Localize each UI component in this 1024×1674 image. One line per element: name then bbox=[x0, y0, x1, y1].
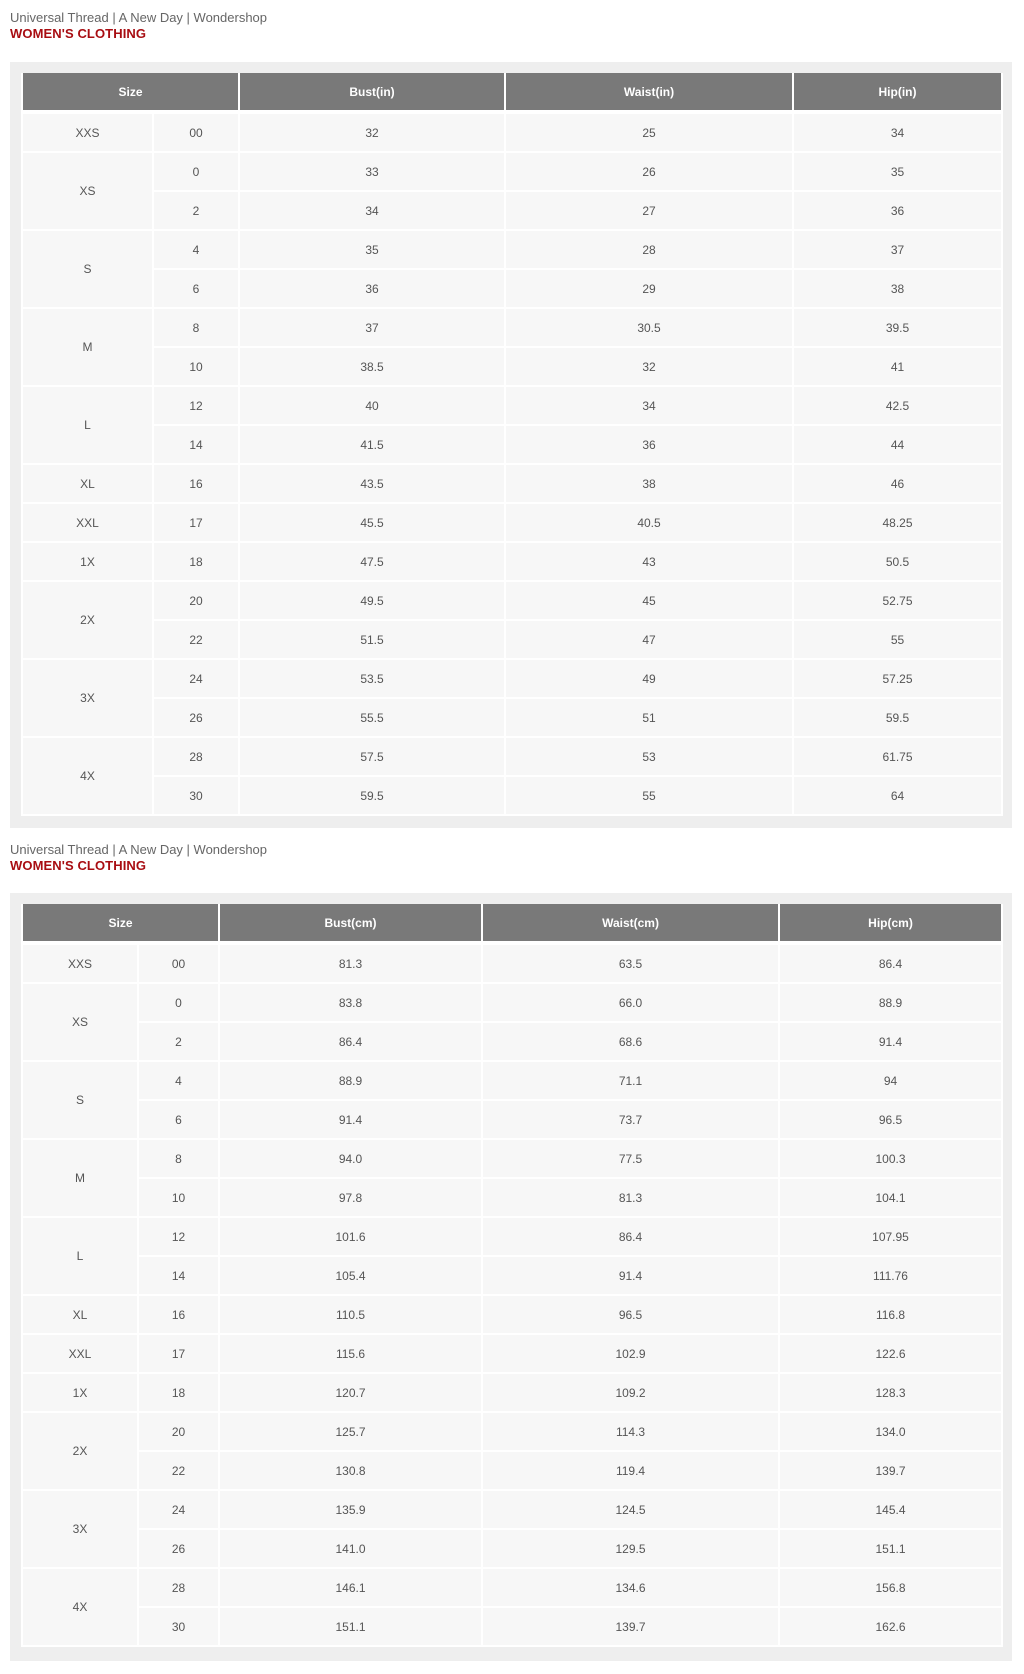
hip-cell: 36 bbox=[793, 191, 1002, 230]
waist-cell: 30.5 bbox=[505, 308, 793, 347]
hip-cell: 37 bbox=[793, 230, 1002, 269]
bust-cell: 105.4 bbox=[219, 1256, 482, 1295]
size-number-cell: 26 bbox=[138, 1529, 219, 1568]
waist-cell: 119.4 bbox=[482, 1451, 779, 1490]
size-number-cell: 2 bbox=[138, 1022, 219, 1061]
size-label-cell: L bbox=[22, 1217, 138, 1295]
bust-cell: 130.8 bbox=[219, 1451, 482, 1490]
size-number-cell: 14 bbox=[138, 1256, 219, 1295]
waist-cell: 43 bbox=[505, 542, 793, 581]
hip-cell: 38 bbox=[793, 269, 1002, 308]
table-row bbox=[22, 1373, 1002, 1412]
bust-cell: 38.5 bbox=[239, 347, 505, 386]
table-row bbox=[22, 1295, 1002, 1334]
column-header-size: Size bbox=[22, 904, 219, 943]
size-number-cell: 12 bbox=[153, 386, 239, 425]
size-number-cell: 24 bbox=[153, 659, 239, 698]
waist-cell: 139.7 bbox=[482, 1607, 779, 1646]
table-row bbox=[22, 1178, 1002, 1217]
hip-cell: 41 bbox=[793, 347, 1002, 386]
table-row bbox=[22, 620, 1002, 659]
size-number-cell: 0 bbox=[138, 983, 219, 1022]
waist-cell: 53 bbox=[505, 737, 793, 776]
hip-cell: 139.7 bbox=[779, 1451, 1002, 1490]
table-row bbox=[22, 425, 1002, 464]
table-row bbox=[22, 698, 1002, 737]
bust-cell: 81.3 bbox=[219, 943, 482, 983]
size-number-cell: 20 bbox=[138, 1412, 219, 1451]
bust-cell: 45.5 bbox=[239, 503, 505, 542]
table-row bbox=[22, 1100, 1002, 1139]
size-label-cell: XXS bbox=[22, 112, 153, 152]
table-body bbox=[22, 112, 1002, 815]
table-row bbox=[22, 1217, 1002, 1256]
size-chart-panel bbox=[10, 893, 1012, 1661]
bust-cell: 83.8 bbox=[219, 983, 482, 1022]
hip-cell: 64 bbox=[793, 776, 1002, 815]
size-label-cell: 3X bbox=[22, 1490, 138, 1568]
table-row bbox=[22, 1139, 1002, 1178]
waist-cell: 47 bbox=[505, 620, 793, 659]
hip-cell: 91.4 bbox=[779, 1022, 1002, 1061]
table-row bbox=[22, 1568, 1002, 1607]
table-row bbox=[22, 308, 1002, 347]
waist-cell: 71.1 bbox=[482, 1061, 779, 1100]
hip-cell: 151.1 bbox=[779, 1529, 1002, 1568]
size-label-cell: XXL bbox=[22, 1334, 138, 1373]
size-number-cell: 30 bbox=[138, 1607, 219, 1646]
hip-cell: 55 bbox=[793, 620, 1002, 659]
size-label-cell: S bbox=[22, 1061, 138, 1139]
hip-cell: 100.3 bbox=[779, 1139, 1002, 1178]
table-row bbox=[22, 347, 1002, 386]
bust-cell: 51.5 bbox=[239, 620, 505, 659]
size-label-cell: XL bbox=[22, 1295, 138, 1334]
size-label-cell: 1X bbox=[22, 542, 153, 581]
size-number-cell: 17 bbox=[153, 503, 239, 542]
hip-cell: 34 bbox=[793, 112, 1002, 152]
bust-cell: 32 bbox=[239, 112, 505, 152]
hip-cell: 128.3 bbox=[779, 1373, 1002, 1412]
waist-cell: 55 bbox=[505, 776, 793, 815]
bust-cell: 120.7 bbox=[219, 1373, 482, 1412]
table-row bbox=[22, 983, 1002, 1022]
size-number-cell: 14 bbox=[153, 425, 239, 464]
size-number-cell: 8 bbox=[153, 308, 239, 347]
bust-cell: 141.0 bbox=[219, 1529, 482, 1568]
waist-cell: 114.3 bbox=[482, 1412, 779, 1451]
size-number-cell: 8 bbox=[138, 1139, 219, 1178]
bust-cell: 91.4 bbox=[219, 1100, 482, 1139]
size-number-cell: 22 bbox=[153, 620, 239, 659]
hip-cell: 107.95 bbox=[779, 1217, 1002, 1256]
column-header-bust: Bust(in) bbox=[239, 73, 505, 112]
size-number-cell: 00 bbox=[138, 943, 219, 983]
waist-cell: 45 bbox=[505, 581, 793, 620]
waist-cell: 129.5 bbox=[482, 1529, 779, 1568]
hip-cell: 52.75 bbox=[793, 581, 1002, 620]
size-number-cell: 22 bbox=[138, 1451, 219, 1490]
size-table-inches bbox=[21, 73, 1003, 816]
waist-cell: 63.5 bbox=[482, 943, 779, 983]
bust-cell: 135.9 bbox=[219, 1490, 482, 1529]
waist-cell: 96.5 bbox=[482, 1295, 779, 1334]
size-table-cm bbox=[21, 904, 1003, 1647]
hip-cell: 57.25 bbox=[793, 659, 1002, 698]
size-number-cell: 30 bbox=[153, 776, 239, 815]
bust-cell: 47.5 bbox=[239, 542, 505, 581]
bust-cell: 53.5 bbox=[239, 659, 505, 698]
waist-cell: 49 bbox=[505, 659, 793, 698]
waist-cell: 124.5 bbox=[482, 1490, 779, 1529]
bust-cell: 34 bbox=[239, 191, 505, 230]
waist-cell: 29 bbox=[505, 269, 793, 308]
hip-cell: 61.75 bbox=[793, 737, 1002, 776]
waist-cell: 86.4 bbox=[482, 1217, 779, 1256]
hip-cell: 122.6 bbox=[779, 1334, 1002, 1373]
bust-cell: 59.5 bbox=[239, 776, 505, 815]
table-header-row bbox=[22, 73, 1002, 112]
size-number-cell: 10 bbox=[153, 347, 239, 386]
hip-cell: 59.5 bbox=[793, 698, 1002, 737]
bust-cell: 94.0 bbox=[219, 1139, 482, 1178]
size-number-cell: 18 bbox=[153, 542, 239, 581]
size-number-cell: 18 bbox=[138, 1373, 219, 1412]
table-row bbox=[22, 659, 1002, 698]
table-row bbox=[22, 542, 1002, 581]
waist-cell: 32 bbox=[505, 347, 793, 386]
waist-cell: 38 bbox=[505, 464, 793, 503]
waist-cell: 26 bbox=[505, 152, 793, 191]
hip-cell: 48.25 bbox=[793, 503, 1002, 542]
bust-cell: 35 bbox=[239, 230, 505, 269]
size-number-cell: 4 bbox=[153, 230, 239, 269]
column-header-hip: Hip(in) bbox=[793, 73, 1002, 112]
size-label-cell: XS bbox=[22, 983, 138, 1061]
hip-cell: 134.0 bbox=[779, 1412, 1002, 1451]
bust-cell: 37 bbox=[239, 308, 505, 347]
size-chart-panel bbox=[10, 62, 1012, 828]
hip-cell: 39.5 bbox=[793, 308, 1002, 347]
table-row bbox=[22, 1451, 1002, 1490]
table-row bbox=[22, 1022, 1002, 1061]
size-label-cell: 4X bbox=[22, 737, 153, 815]
bust-cell: 146.1 bbox=[219, 1568, 482, 1607]
table-row bbox=[22, 230, 1002, 269]
waist-cell: 27 bbox=[505, 191, 793, 230]
table-row bbox=[22, 1061, 1002, 1100]
column-header-hip: Hip(cm) bbox=[779, 904, 1002, 943]
section-heading: WOMEN'S CLOTHING bbox=[10, 858, 147, 873]
bust-cell: 49.5 bbox=[239, 581, 505, 620]
table-row bbox=[22, 191, 1002, 230]
size-number-cell: 16 bbox=[153, 464, 239, 503]
column-header-bust: Bust(cm) bbox=[219, 904, 482, 943]
brand-line: Universal Thread | A New Day | Wondershop bbox=[10, 10, 268, 25]
size-number-cell: 10 bbox=[138, 1178, 219, 1217]
table-row bbox=[22, 1256, 1002, 1295]
size-label-cell: L bbox=[22, 386, 153, 464]
table-row bbox=[22, 269, 1002, 308]
waist-cell: 51 bbox=[505, 698, 793, 737]
bust-cell: 110.5 bbox=[219, 1295, 482, 1334]
bust-cell: 41.5 bbox=[239, 425, 505, 464]
bust-cell: 43.5 bbox=[239, 464, 505, 503]
table-row bbox=[22, 1490, 1002, 1529]
hip-cell: 111.76 bbox=[779, 1256, 1002, 1295]
bust-cell: 86.4 bbox=[219, 1022, 482, 1061]
bust-cell: 57.5 bbox=[239, 737, 505, 776]
waist-cell: 134.6 bbox=[482, 1568, 779, 1607]
waist-cell: 34 bbox=[505, 386, 793, 425]
size-label-cell: 4X bbox=[22, 1568, 138, 1646]
table-row bbox=[22, 386, 1002, 425]
size-number-cell: 24 bbox=[138, 1490, 219, 1529]
table-row bbox=[22, 737, 1002, 776]
bust-cell: 101.6 bbox=[219, 1217, 482, 1256]
column-header-waist: Waist(in) bbox=[505, 73, 793, 112]
size-label-cell: 2X bbox=[22, 581, 153, 659]
bust-cell: 40 bbox=[239, 386, 505, 425]
waist-cell: 68.6 bbox=[482, 1022, 779, 1061]
size-chart-cm-section bbox=[0, 830, 1024, 1674]
column-header-size: Size bbox=[22, 73, 239, 112]
waist-cell: 25 bbox=[505, 112, 793, 152]
waist-cell: 28 bbox=[505, 230, 793, 269]
size-label-cell: M bbox=[22, 308, 153, 386]
size-number-cell: 12 bbox=[138, 1217, 219, 1256]
size-label-cell: XL bbox=[22, 464, 153, 503]
waist-cell: 91.4 bbox=[482, 1256, 779, 1295]
size-chart-inches-section bbox=[0, 0, 1024, 830]
hip-cell: 42.5 bbox=[793, 386, 1002, 425]
table-row bbox=[22, 152, 1002, 191]
size-number-cell: 4 bbox=[138, 1061, 219, 1100]
table-body bbox=[22, 943, 1002, 1646]
bust-cell: 55.5 bbox=[239, 698, 505, 737]
hip-cell: 46 bbox=[793, 464, 1002, 503]
table-row bbox=[22, 1529, 1002, 1568]
size-number-cell: 6 bbox=[153, 269, 239, 308]
waist-cell: 66.0 bbox=[482, 983, 779, 1022]
hip-cell: 35 bbox=[793, 152, 1002, 191]
table-row bbox=[22, 1607, 1002, 1646]
size-label-cell: 3X bbox=[22, 659, 153, 737]
bust-cell: 36 bbox=[239, 269, 505, 308]
hip-cell: 104.1 bbox=[779, 1178, 1002, 1217]
size-number-cell: 0 bbox=[153, 152, 239, 191]
size-label-cell: 2X bbox=[22, 1412, 138, 1490]
table-row bbox=[22, 1334, 1002, 1373]
bust-cell: 151.1 bbox=[219, 1607, 482, 1646]
table-row bbox=[22, 112, 1002, 152]
size-number-cell: 2 bbox=[153, 191, 239, 230]
table-header-row bbox=[22, 904, 1002, 943]
bust-cell: 125.7 bbox=[219, 1412, 482, 1451]
size-label-cell: 1X bbox=[22, 1373, 138, 1412]
table-row bbox=[22, 503, 1002, 542]
size-number-cell: 28 bbox=[138, 1568, 219, 1607]
hip-cell: 88.9 bbox=[779, 983, 1002, 1022]
table-row bbox=[22, 1412, 1002, 1451]
brand-line: Universal Thread | A New Day | Wondershop bbox=[10, 842, 268, 857]
size-label-cell: S bbox=[22, 230, 153, 308]
table-row bbox=[22, 464, 1002, 503]
bust-cell: 88.9 bbox=[219, 1061, 482, 1100]
waist-cell: 77.5 bbox=[482, 1139, 779, 1178]
bust-cell: 33 bbox=[239, 152, 505, 191]
table-row bbox=[22, 943, 1002, 983]
hip-cell: 156.8 bbox=[779, 1568, 1002, 1607]
size-number-cell: 16 bbox=[138, 1295, 219, 1334]
waist-cell: 40.5 bbox=[505, 503, 793, 542]
table-row bbox=[22, 776, 1002, 815]
bust-cell: 97.8 bbox=[219, 1178, 482, 1217]
hip-cell: 116.8 bbox=[779, 1295, 1002, 1334]
hip-cell: 145.4 bbox=[779, 1490, 1002, 1529]
hip-cell: 50.5 bbox=[793, 542, 1002, 581]
size-label-cell: XXS bbox=[22, 943, 138, 983]
hip-cell: 162.6 bbox=[779, 1607, 1002, 1646]
waist-cell: 73.7 bbox=[482, 1100, 779, 1139]
size-label-cell: XS bbox=[22, 152, 153, 230]
size-number-cell: 26 bbox=[153, 698, 239, 737]
table-row bbox=[22, 581, 1002, 620]
hip-cell: 94 bbox=[779, 1061, 1002, 1100]
waist-cell: 102.9 bbox=[482, 1334, 779, 1373]
size-number-cell: 17 bbox=[138, 1334, 219, 1373]
size-number-cell: 6 bbox=[138, 1100, 219, 1139]
hip-cell: 96.5 bbox=[779, 1100, 1002, 1139]
column-header-waist: Waist(cm) bbox=[482, 904, 779, 943]
section-heading: WOMEN'S CLOTHING bbox=[10, 26, 147, 41]
bust-cell: 115.6 bbox=[219, 1334, 482, 1373]
waist-cell: 36 bbox=[505, 425, 793, 464]
waist-cell: 81.3 bbox=[482, 1178, 779, 1217]
size-number-cell: 00 bbox=[153, 112, 239, 152]
hip-cell: 86.4 bbox=[779, 943, 1002, 983]
size-label-cell: M bbox=[22, 1139, 138, 1217]
size-number-cell: 28 bbox=[153, 737, 239, 776]
hip-cell: 44 bbox=[793, 425, 1002, 464]
waist-cell: 109.2 bbox=[482, 1373, 779, 1412]
size-number-cell: 20 bbox=[153, 581, 239, 620]
size-label-cell: XXL bbox=[22, 503, 153, 542]
